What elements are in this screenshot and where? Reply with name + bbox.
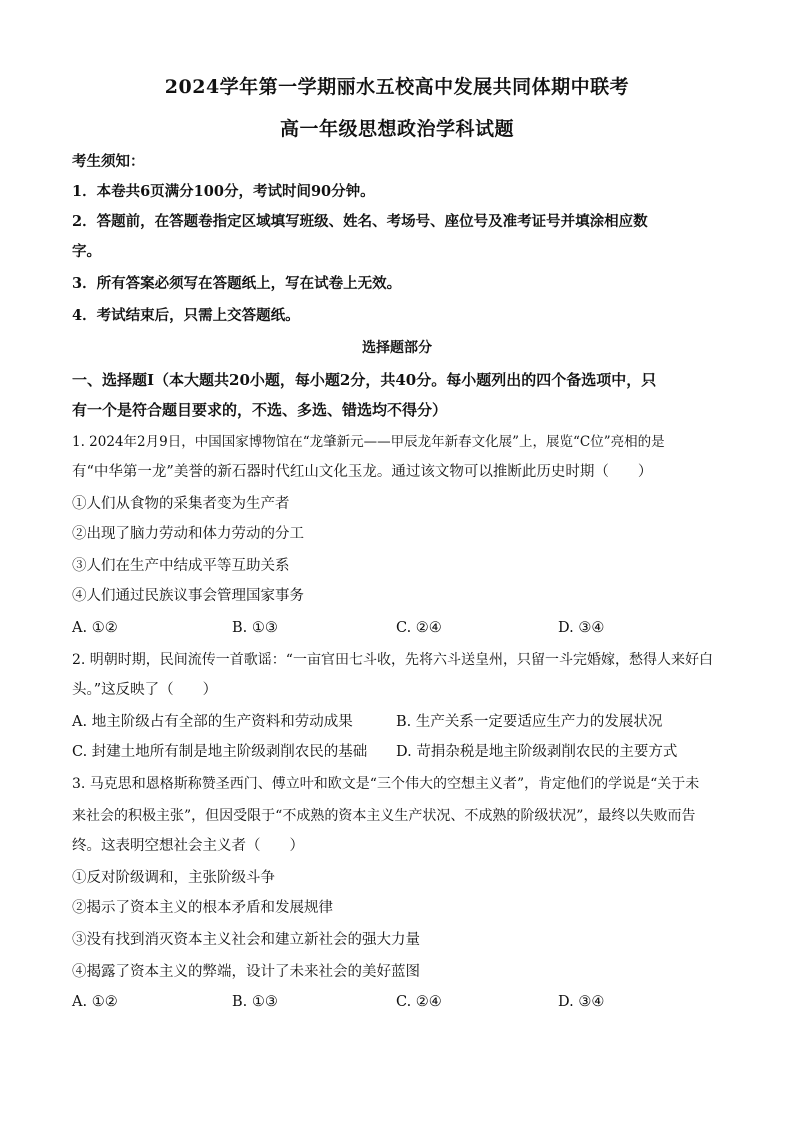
question-3-stem: 3. 马克思和恩格斯称赞圣西门、傅立叶和欧文是“三个伟大的空想主义者”，肯定他们的学说是“关于未 (72, 776, 700, 792)
notice-heading: 考生须知： (72, 153, 145, 170)
question-1-option-b: B. ①③ (232, 620, 278, 636)
question-3-option-c: C. ②④ (396, 994, 442, 1010)
question-2-option-b: B. 生产关系一定要适应生产力的发展状况 (396, 714, 663, 730)
question-1-item: ①人们从食物的采集者变为生产者 (72, 496, 290, 512)
question-2-option-a: A. 地主阶级占有全部的生产资料和劳动成果 (72, 714, 353, 730)
question-1-option-a: A. ①② (72, 620, 118, 636)
exam-title: 2024学年第一学期丽水五校高中发展共同体期中联考 (164, 76, 630, 98)
notice-item: 4．考试结束后，只需上交答题纸。 (72, 307, 300, 324)
section-name: 选择题部分 (362, 340, 432, 356)
question-1-item: ④人们通过民族议事会管理国家事务 (72, 588, 304, 604)
question-1-stem: 有“中华第一龙”美誉的新石器时代红山文化玉龙。通过该文物可以推断此历史时期（ ） (72, 464, 653, 480)
question-3-stem: 来社会的积极主张”，但因受限于“不成熟的资本主义生产状况、不成熟的阶级状况”，最终以失败而告 (72, 808, 696, 824)
question-2-stem: 2. 明朝时期，民间流传一首歌谣：“一亩官田七斗收，先将六斗送皇州，只留一斗完婚嫁，愁得人来好白 (72, 652, 713, 668)
question-3-item: ③没有找到消灭资本主义社会和建立新社会的强大力量 (72, 932, 420, 948)
notice-item: 2．答题前，在答题卷指定区域填写班级、姓名、考场号、座位号及准考证号并填涂相应数 (72, 213, 648, 230)
exam-subtitle: 高一年级思想政治学科试题 (279, 118, 514, 140)
question-3-option-d: D. ③④ (558, 994, 605, 1010)
notice-item: 1．本卷共6页满分100分，考试时间90分钟。 (72, 183, 375, 200)
question-3-item: ④揭露了资本主义的弊端，设计了未来社会的美好蓝图 (72, 964, 420, 980)
question-2-option-d: D. 苛捐杂税是地主阶级剥削农民的主要方式 (396, 744, 678, 760)
question-1-item: ②出现了脑力劳动和体力劳动的分工 (72, 526, 304, 542)
notice-item: 字。 (72, 243, 101, 260)
question-3-option-a: A. ①② (72, 994, 118, 1010)
question-3-stem: 终。这表明空想社会主义者（ ） (72, 838, 304, 854)
question-1-option-d: D. ③④ (558, 620, 605, 636)
notice-item: 3．所有答案必须写在答题纸上，写在试卷上无效。 (72, 275, 402, 292)
question-2-stem: 头。”这反映了（ ） (72, 682, 218, 698)
section-instruction: 一、选择题Ⅰ（本大题共20小题，每小题2分，共40分。每小题列出的四个备选项中，只 (72, 371, 657, 389)
section-instruction: 有一个是符合题目要求的，不选、多选、错选均不得分） (72, 401, 448, 419)
question-3-option-b: B. ①③ (232, 994, 278, 1010)
question-2-option-c: C. 封建土地所有制是地主阶级剥削农民的基础 (72, 744, 368, 760)
question-1-stem: 1. 2024年2月9日，中国国家博物馆在“龙肇新元——甲辰龙年新春文化展”上，展览“C位”亮相的是 (72, 434, 665, 450)
question-1-option-c: C. ②④ (396, 620, 442, 636)
question-1-item: ③人们在生产中结成平等互助关系 (72, 558, 290, 574)
question-3-item: ①反对阶级调和，主张阶级斗争 (72, 870, 275, 886)
question-3-item: ②揭示了资本主义的根本矛盾和发展规律 (72, 900, 333, 916)
